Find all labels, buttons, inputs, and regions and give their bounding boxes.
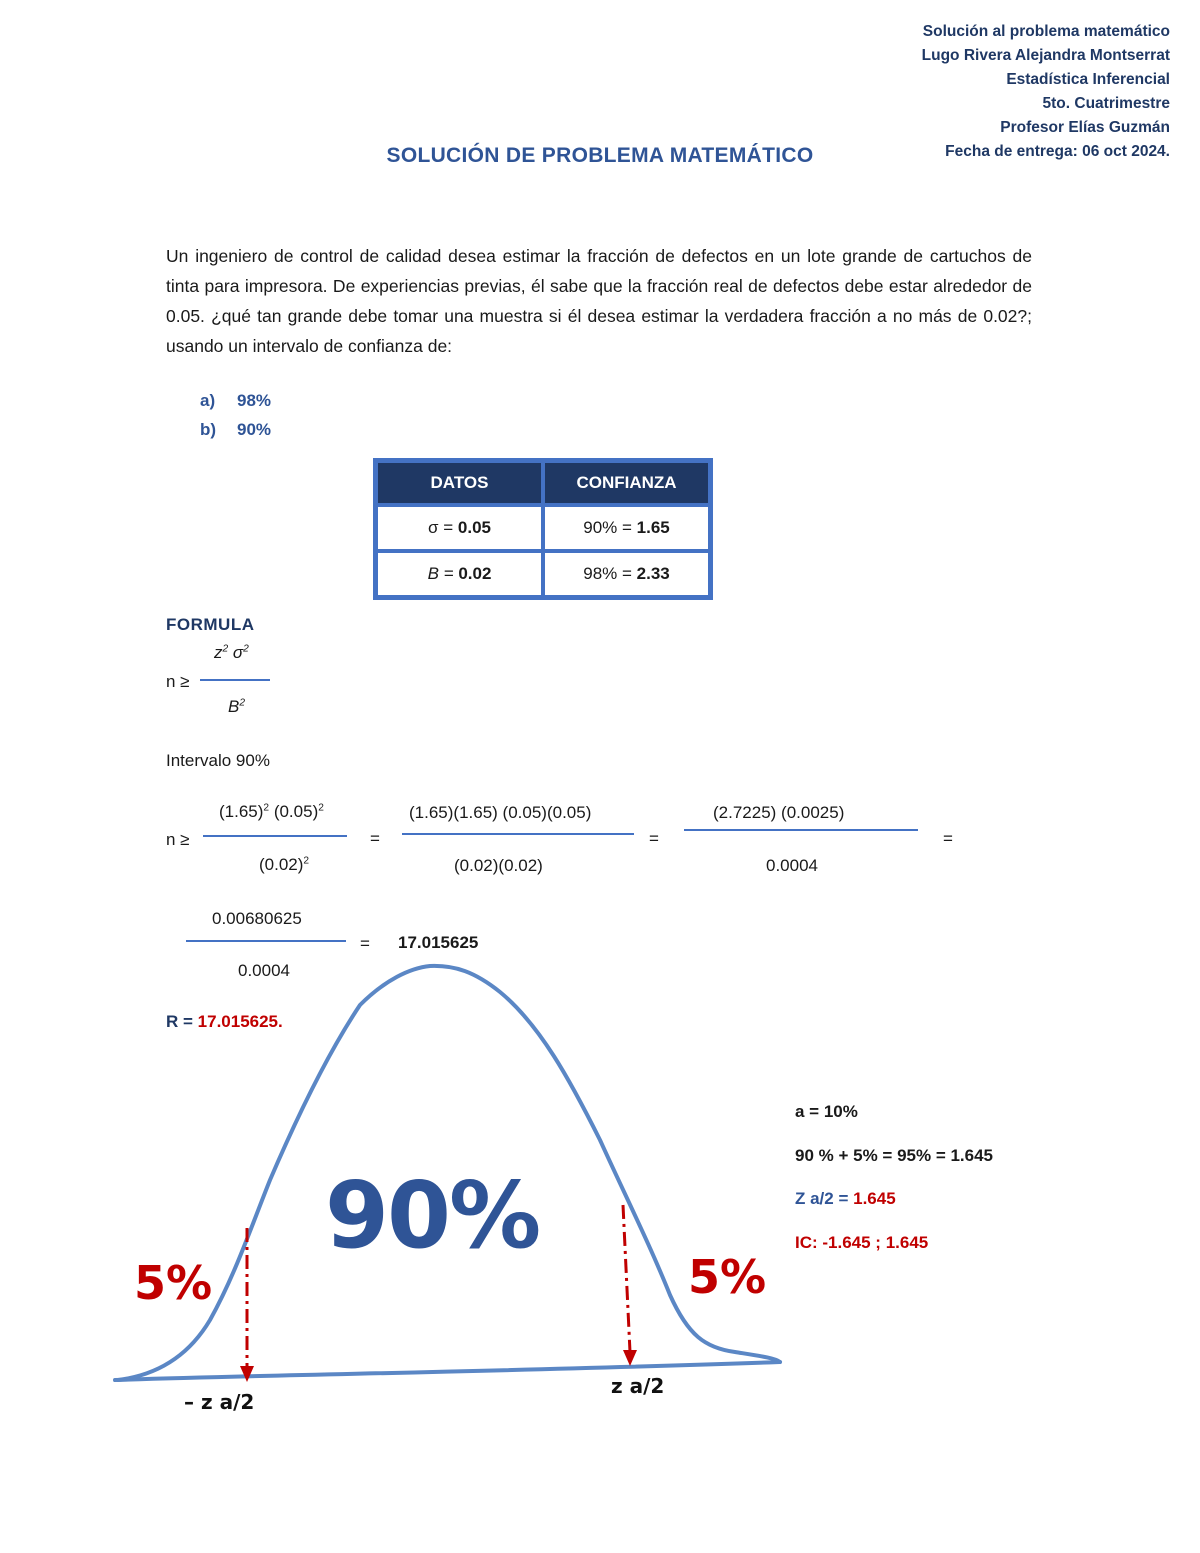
header-term: 5to. Cuatrimestre	[1042, 95, 1170, 112]
exp: 2	[222, 643, 229, 655]
formula-z: z	[214, 643, 223, 662]
fraction-4-denominator: 0.0004	[238, 961, 290, 980]
problem-statement: Un ingeniero de control de calidad desea estimar la fracción de defectos en un lote grande de cartuchos de tinta para impresora. De experiencias previas, él sabe que la fracción real de defectos debe estar alrededor de 0.05. ¿qué tan grande debe tomar una muestra si él desea estimar la verdadera fracción a no más de 0.02?; usando un intervalo de confianza de:	[166, 246, 1032, 356]
exp: 2	[303, 855, 310, 867]
page-title: SOLUCIÓN DE PROBLEMA MATEMÁTICO	[386, 144, 814, 167]
f1-a: (1.65)	[219, 802, 264, 821]
cell-percent: 98% =	[583, 564, 637, 583]
fraction-3-numerator: (2.7225) (0.0025)	[713, 803, 845, 822]
cell-symbol: σ =	[428, 518, 458, 537]
cell-percent: 90% =	[583, 518, 637, 537]
equals-sign: =	[360, 934, 370, 953]
option-a-value: 98%	[237, 391, 272, 410]
cell-value: 0.02	[458, 564, 492, 583]
baseline-axis	[115, 1362, 780, 1380]
interval-title: Intervalo 90%	[166, 751, 270, 770]
option-b-label: b)	[200, 420, 217, 439]
cell-value: 1.65	[636, 518, 670, 537]
z-note	[795, 1189, 896, 1209]
header-date: Fecha de entrega: 06 oct 2024.	[945, 143, 1170, 160]
formula-sigma: σ	[228, 643, 244, 662]
header-professor: Profesor Elías Guzmán	[1000, 119, 1170, 136]
center-area-label: 90%	[325, 1162, 540, 1269]
cell-symbol: B =	[427, 564, 459, 583]
right-arrow-head	[623, 1350, 637, 1366]
answer-label: R =	[166, 1012, 198, 1031]
exp: 2	[263, 802, 270, 814]
option-b-value: 90%	[237, 420, 272, 439]
f1-b: (0.05)	[269, 802, 319, 821]
interval-lhs: n ≥	[166, 830, 190, 849]
equals-sign: =	[370, 829, 380, 848]
cell-value: 2.33	[636, 564, 670, 583]
table-header-datos: DATOS	[376, 461, 543, 505]
z-note-value: 1.645	[853, 1189, 896, 1208]
exp: 2	[239, 697, 246, 709]
right-z-marker	[623, 1205, 630, 1352]
left-z-label: – z a/2	[184, 1390, 255, 1414]
equals-sign: =	[649, 829, 659, 848]
header-course: Estadística Inferencial	[1006, 71, 1170, 88]
alpha-note: a = 10%	[795, 1102, 858, 1121]
fraction-2-numerator: (1.65)(1.65) (0.05)(0.05)	[409, 803, 592, 822]
answer-value: 17.015625.	[197, 1012, 283, 1031]
formula-lhs: n ≥	[166, 672, 190, 691]
fraction-2-denominator: (0.02)(0.02)	[454, 856, 543, 875]
cell-value: 0.05	[457, 518, 491, 537]
fraction-3-denominator: 0.0004	[766, 856, 818, 875]
right-tail-label: 5%	[688, 1250, 767, 1304]
exp: 2	[243, 643, 249, 655]
formula-label: FORMULA	[166, 615, 255, 634]
exp: 2	[318, 802, 324, 814]
interval-result: 17.015625	[398, 933, 479, 952]
left-arrow-head	[240, 1366, 254, 1382]
z-note-label: Z a/2 =	[795, 1189, 854, 1208]
ic-note: IC: -1.645 ; 1.645	[795, 1233, 929, 1252]
equals-sign: =	[943, 829, 953, 848]
fraction-4-numerator: 0.00680625	[212, 909, 302, 928]
right-z-label: z a/2	[611, 1374, 665, 1398]
formula-b: B	[228, 697, 240, 716]
left-tail-label: 5%	[134, 1256, 213, 1310]
header-line-1: Solución al problema matemático	[922, 23, 1170, 40]
option-a-label: a)	[200, 391, 216, 410]
header-author: Lugo Rivera Alejandra Montserrat	[921, 47, 1170, 64]
table-header-confianza: CONFIANZA	[543, 461, 710, 505]
f1-den: (0.02)	[259, 855, 304, 874]
calc-note: 90 % + 5% = 95% = 1.645	[795, 1146, 994, 1165]
